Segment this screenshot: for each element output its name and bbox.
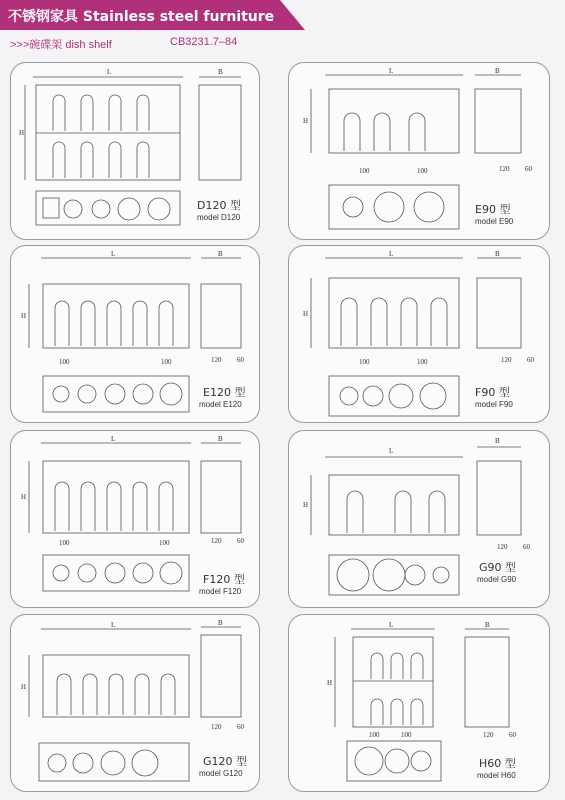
model-card-E90 — [288, 62, 550, 240]
dim-120: 120 — [211, 356, 222, 364]
dim-120: 120 — [497, 543, 508, 551]
model-card-F120 — [10, 430, 260, 608]
model-name-cn: F120 型 — [203, 573, 245, 586]
dim-H: H — [19, 129, 25, 137]
dim-120: 120 — [499, 165, 510, 173]
dim-60: 60 — [523, 543, 530, 551]
dim-H: H — [327, 679, 333, 687]
section-name: >>>碗碟架 dish shelf — [10, 39, 112, 51]
dim-100: 100 — [161, 358, 172, 366]
dim-L: L — [111, 250, 116, 258]
dim-L: L — [389, 250, 394, 258]
model-name-cn: G90 型 — [479, 561, 517, 574]
dim-60: 60 — [509, 731, 516, 739]
dim-100: 100 — [417, 167, 428, 175]
dim-B: B — [218, 250, 223, 258]
dim-120: 120 — [501, 356, 512, 364]
dim-H: H — [303, 117, 309, 125]
model-card-F90 — [288, 245, 550, 423]
model-card-G120 — [10, 614, 260, 792]
model-name-en: model F90 — [475, 400, 513, 409]
dim-B: B — [485, 621, 490, 629]
dim-100: 100 — [359, 358, 370, 366]
section-subtitle — [10, 36, 238, 52]
model-name-en: model G120 — [199, 769, 243, 778]
model-name-en: model E120 — [199, 400, 242, 409]
dim-120: 120 — [483, 731, 494, 739]
model-name-cn: F90 型 — [475, 386, 510, 399]
dim-100: 100 — [59, 358, 70, 366]
dim-H: H — [21, 683, 27, 691]
dim-100: 100 — [159, 539, 170, 547]
drawing-F90 — [289, 246, 549, 422]
dim-120: 120 — [211, 537, 222, 545]
dim-60: 60 — [237, 537, 244, 545]
dim-H: H — [21, 493, 27, 501]
model-name-cn: H60 型 — [479, 757, 516, 770]
dim-H: H — [303, 310, 309, 318]
dim-L: L — [111, 435, 116, 443]
dim-L: L — [389, 67, 394, 75]
dim-B: B — [495, 437, 500, 445]
dim-B: B — [495, 67, 500, 75]
dim-H: H — [21, 312, 27, 320]
dim-60: 60 — [525, 165, 532, 173]
model-name-en: model F120 — [199, 587, 242, 596]
page-title: 不锈钢家具 Stainless steel furniture — [8, 9, 275, 25]
dim-100: 100 — [369, 731, 380, 739]
model-name-en: model H60 — [477, 771, 516, 780]
model-name-en: model G90 — [477, 575, 517, 584]
standard-code: CB3231.7–84 — [170, 36, 238, 48]
dim-60: 60 — [527, 356, 534, 364]
dim-100: 100 — [359, 167, 370, 175]
dim-100: 100 — [401, 731, 412, 739]
model-card-H60 — [288, 614, 550, 792]
dim-H: H — [303, 501, 309, 509]
dim-100: 100 — [59, 539, 70, 547]
model-name-cn: E90 型 — [475, 203, 511, 216]
page-header — [0, 0, 305, 30]
dim-B: B — [218, 68, 223, 76]
model-name-en: model D120 — [197, 213, 241, 222]
dim-B: B — [495, 250, 500, 258]
dim-L: L — [111, 621, 116, 629]
dim-100: 100 — [417, 358, 428, 366]
dim-60: 60 — [237, 356, 244, 364]
dim-B: B — [218, 435, 223, 443]
dim-B: B — [218, 619, 223, 627]
model-name-cn: D120 型 — [197, 199, 241, 212]
dim-120: 120 — [211, 723, 222, 731]
model-card-E120 — [10, 245, 260, 423]
model-name-en: model E90 — [475, 217, 514, 226]
model-name-cn: G120 型 — [203, 755, 248, 768]
model-card-D120 — [10, 62, 260, 240]
dim-L: L — [389, 447, 394, 455]
dim-L: L — [389, 621, 394, 629]
model-name-cn: E120 型 — [203, 386, 246, 399]
dim-L: L — [107, 68, 112, 76]
dim-60: 60 — [237, 723, 244, 731]
model-card-G90 — [288, 430, 550, 608]
